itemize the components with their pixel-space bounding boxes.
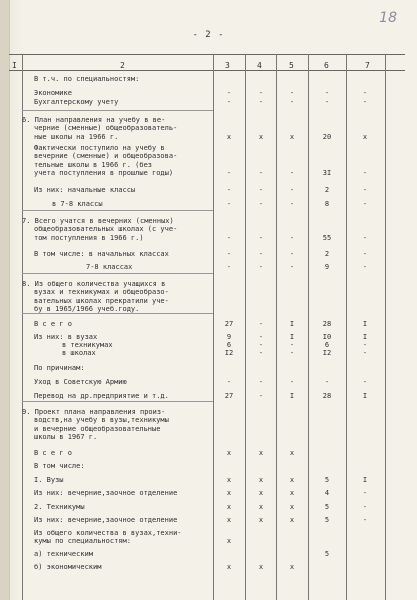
row-value: 6 — [226, 341, 232, 349]
row-value: I2 — [224, 349, 234, 357]
row-value: x — [258, 476, 264, 484]
row-label: 9. Проект плана направления произ- — [22, 408, 166, 416]
row-value: x — [258, 503, 264, 511]
row-value: 28 — [322, 392, 332, 400]
row-value: 3I — [322, 169, 332, 177]
row-value: x — [258, 516, 264, 524]
row-label: ные школы на 1966 г. — [34, 133, 119, 141]
row-label: Бухгалтерскому учету — [34, 98, 119, 106]
row-value: - — [362, 169, 368, 177]
row-value: x — [226, 563, 232, 571]
row-value: x — [289, 563, 295, 571]
row-value: - — [289, 98, 295, 106]
row-value: x — [362, 133, 368, 141]
row-label: 7-8 классах — [86, 263, 133, 271]
row-value: - — [362, 341, 368, 349]
row-value: x — [258, 449, 264, 457]
row-value: I — [362, 333, 368, 341]
column-rule — [385, 54, 386, 600]
row-value: x — [226, 133, 232, 141]
row-value: - — [226, 169, 232, 177]
row-value: - — [289, 341, 295, 349]
row-label: водств,на учебу в вузы,техникумы — [34, 416, 169, 424]
row-value: 4 — [324, 489, 330, 497]
row-value: - — [226, 89, 232, 97]
row-label: школы в 1967 г. — [34, 433, 98, 441]
row-value: x — [258, 489, 264, 497]
binding-edge — [0, 0, 10, 600]
column-rule — [22, 54, 23, 600]
section-rule — [22, 273, 213, 274]
row-label: В том числе: в начальных классах — [34, 250, 169, 258]
row-label: а) техническим — [34, 550, 94, 558]
row-value: - — [362, 516, 368, 524]
row-value: - — [226, 234, 232, 242]
row-value: - — [362, 263, 368, 271]
row-label: Фактически поступило на учебу в — [34, 144, 165, 152]
row-value: - — [362, 234, 368, 242]
row-value: - — [289, 250, 295, 258]
row-label: общеобразовательных школах (с уче- — [34, 225, 178, 233]
row-label: и вечерние общеобразовательные — [34, 425, 161, 433]
section-rule — [22, 401, 213, 402]
page-number: - 2 - — [192, 30, 225, 40]
row-label: Экономике — [34, 89, 72, 97]
column-rule — [346, 54, 347, 600]
row-value: - — [289, 200, 295, 208]
row-value: 9 — [226, 333, 232, 341]
row-value: - — [362, 98, 368, 106]
row-value: - — [362, 349, 368, 357]
row-value: - — [258, 320, 264, 328]
row-value: - — [226, 98, 232, 106]
row-value: - — [258, 200, 264, 208]
row-label: б) экономическим — [34, 563, 102, 571]
section-rule — [22, 313, 213, 314]
column-rule — [213, 54, 214, 600]
row-value: x — [289, 449, 295, 457]
row-label: Из них: вечерние,заочное отделение — [34, 489, 178, 497]
column-rule — [245, 54, 246, 600]
row-value: - — [324, 89, 330, 97]
column-header: 3 — [225, 61, 230, 70]
row-value: - — [258, 89, 264, 97]
row-value: - — [362, 378, 368, 386]
row-label: вузах и техникумах и общеобразо- — [34, 288, 169, 296]
row-value: I0 — [322, 333, 332, 341]
row-label: Из них: начальные классы — [34, 186, 136, 194]
row-value: I — [362, 392, 368, 400]
row-value: x — [226, 476, 232, 484]
row-value: - — [226, 200, 232, 208]
row-label: Уход в Советскую Армию — [34, 378, 127, 386]
row-value: 9 — [324, 263, 330, 271]
column-header: 2 — [120, 61, 125, 70]
row-label: в 7-8 классы — [52, 200, 103, 208]
row-value: x — [289, 503, 295, 511]
row-value: x — [258, 563, 264, 571]
row-value: - — [362, 503, 368, 511]
row-label: бу в 1965/1966 учеб.году. — [34, 305, 140, 313]
row-value: x — [226, 503, 232, 511]
row-value: 27 — [224, 392, 234, 400]
row-value: x — [289, 476, 295, 484]
row-value: - — [258, 392, 264, 400]
row-value: - — [362, 186, 368, 194]
row-label: Из них: вечерние,заочное отделение — [34, 516, 178, 524]
row-value: - — [226, 186, 232, 194]
row-label: в школах — [62, 349, 96, 357]
column-header: I — [12, 61, 17, 70]
row-value: 6 — [324, 341, 330, 349]
row-value: 2 — [324, 250, 330, 258]
row-value: - — [324, 378, 330, 386]
row-label: кумы по специальностям: — [34, 537, 131, 545]
row-label: 6. План направления на учебу в ве- — [22, 116, 166, 124]
row-value: - — [289, 349, 295, 357]
column-rule — [308, 54, 309, 600]
row-label: 2. Техникумы — [34, 503, 85, 511]
row-value: - — [226, 263, 232, 271]
row-value: 5 — [324, 476, 330, 484]
row-value: - — [258, 341, 264, 349]
row-value: - — [258, 333, 264, 341]
row-value: 20 — [322, 133, 332, 141]
row-value: - — [362, 250, 368, 258]
row-value: - — [289, 378, 295, 386]
column-header: 4 — [257, 61, 262, 70]
row-value: x — [289, 489, 295, 497]
row-value: - — [289, 89, 295, 97]
row-label: I. Вузы — [34, 476, 64, 484]
section-rule — [22, 210, 213, 211]
column-rule — [276, 54, 277, 600]
row-value: I2 — [322, 349, 332, 357]
column-header: 7 — [365, 61, 370, 70]
row-value: - — [362, 89, 368, 97]
row-value: 5 — [324, 516, 330, 524]
row-label: тельные школы в 1966 г. (без — [34, 161, 153, 169]
row-value: - — [289, 263, 295, 271]
row-value: - — [258, 349, 264, 357]
row-value: - — [226, 378, 232, 386]
row-value: - — [289, 169, 295, 177]
row-label: вечерние (сменные) и общеобразова- — [34, 152, 178, 160]
row-value: x — [226, 489, 232, 497]
row-label: учета поступления в прошлые годы) — [34, 169, 174, 177]
row-label: Перевод на др.предприятие и т.д. — [34, 392, 169, 400]
row-label: 7. Всего учатся в вечерних (сменных) — [22, 217, 174, 225]
row-label: вательных школах прекратили уче- — [34, 297, 169, 305]
row-value: 8 — [324, 200, 330, 208]
row-value: 27 — [224, 320, 234, 328]
row-label: В том числе: — [34, 462, 85, 470]
row-value: - — [258, 250, 264, 258]
row-value: 5 — [324, 503, 330, 511]
row-value: - — [289, 234, 295, 242]
row-value: 55 — [322, 234, 332, 242]
row-value: x — [289, 516, 295, 524]
row-value: I — [289, 320, 295, 328]
row-value: - — [258, 98, 264, 106]
row-value: - — [362, 489, 368, 497]
folio-number: 18 — [379, 10, 397, 26]
row-label: Из общего количества в вузах,техни- — [34, 529, 182, 537]
row-value: - — [258, 186, 264, 194]
row-value: - — [258, 378, 264, 386]
row-value: - — [258, 263, 264, 271]
row-value: - — [324, 98, 330, 106]
row-value: - — [226, 250, 232, 258]
row-value: I — [362, 320, 368, 328]
row-value: x — [258, 133, 264, 141]
column-header: 6 — [324, 61, 329, 70]
row-label: в техникумах — [62, 341, 113, 349]
row-value: x — [226, 449, 232, 457]
row-label: По причинам: — [34, 364, 85, 372]
row-label: черние (сменные) общеобразователь- — [34, 124, 178, 132]
row-label: В т.ч. по специальностям: — [34, 75, 140, 83]
row-value: 28 — [322, 320, 332, 328]
row-value: - — [258, 234, 264, 242]
row-value: - — [362, 200, 368, 208]
row-label: том поступления в 1966 г.) — [34, 234, 144, 242]
row-value: 5 — [324, 550, 330, 558]
row-value: I — [289, 333, 295, 341]
row-value: x — [289, 133, 295, 141]
row-value: I — [362, 476, 368, 484]
column-header: 5 — [289, 61, 294, 70]
row-label: В с е г о — [34, 449, 72, 457]
row-label: Из них: в вузах — [34, 333, 98, 341]
row-value: x — [226, 537, 232, 545]
row-value: x — [226, 516, 232, 524]
row-value: - — [258, 169, 264, 177]
section-rule — [22, 110, 213, 111]
row-value: - — [289, 186, 295, 194]
row-value: I — [289, 392, 295, 400]
row-label: 8. Из общего количества учащихся в — [22, 280, 166, 288]
row-label: В с е г о — [34, 320, 72, 328]
row-value: 2 — [324, 186, 330, 194]
